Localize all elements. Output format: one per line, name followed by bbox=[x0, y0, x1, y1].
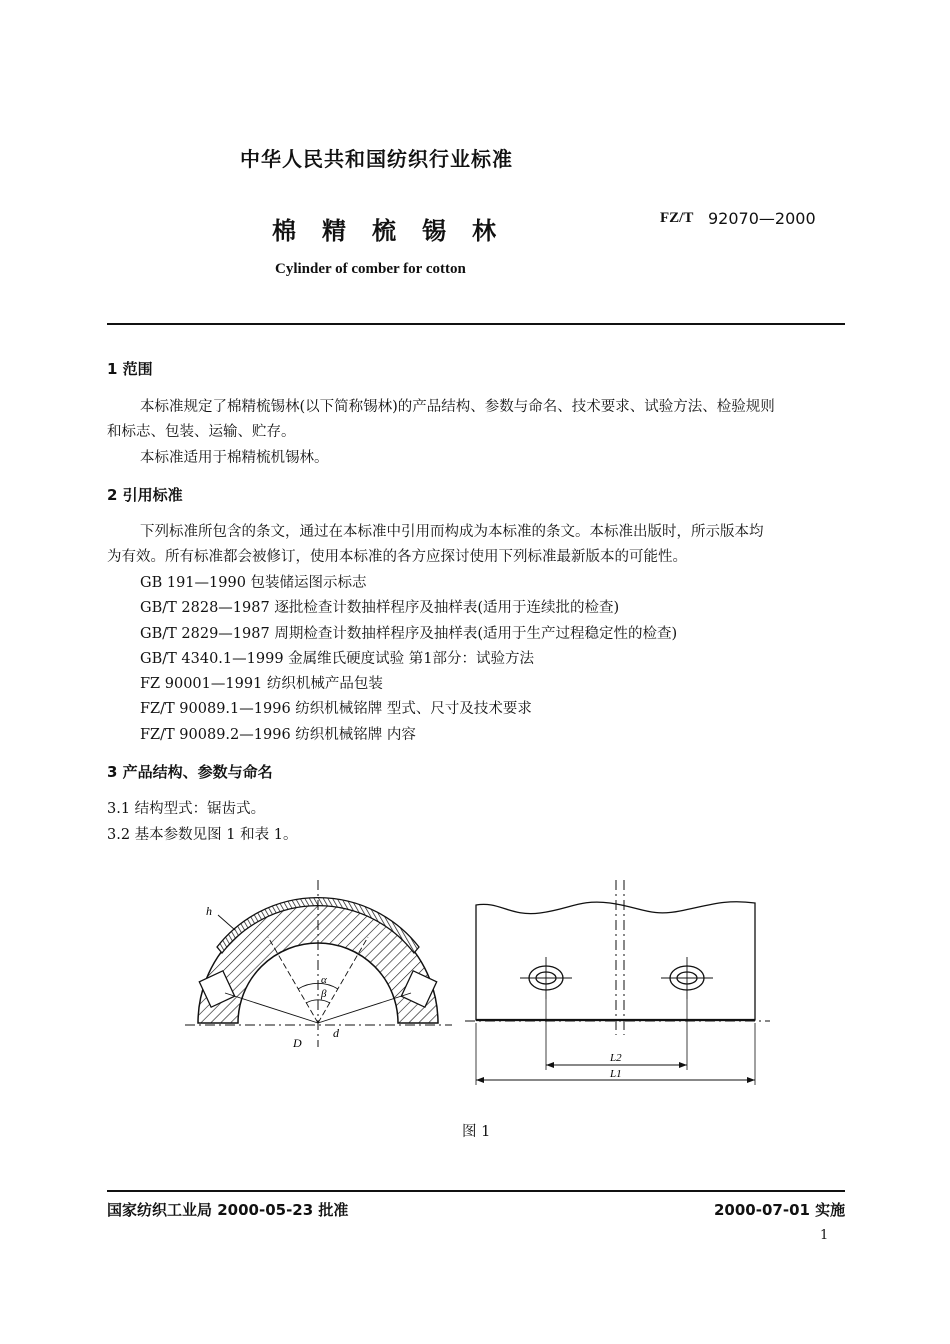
label-alpha: α bbox=[321, 974, 327, 986]
reference-item: FZ 90001—1991 纺织机械产品包装 bbox=[140, 676, 383, 692]
section-2-paragraph-line-1: 下列标准所包含的条文，通过在本标准中引用而构成为本标准的条文。本标准出版时，所示版本均 bbox=[140, 524, 764, 540]
document-title-zh: 棉精梳锡林 bbox=[272, 217, 522, 245]
section-2-heading: 2 引用标准 bbox=[107, 486, 183, 504]
label-D: D bbox=[293, 1036, 302, 1050]
reference-item: GB/T 2828—1987 逐批检查计数抽样程序及抽样表(适用于连续批的检查) bbox=[140, 600, 620, 616]
section-1-paragraph-1-line-1: 本标准规定了棉精梳锡林(以下简称锡林)的产品结构、参数与命名、技术要求、试验方法、检验规则 bbox=[140, 399, 775, 415]
section-1-paragraph-1-line-2: 和标志、包装、运输、贮存。 bbox=[107, 424, 296, 440]
section-2-paragraph-line-2: 为有效。所有标准都会被修订，使用本标准的各方应探讨使用下列标准最新版本的可能性。 bbox=[107, 549, 687, 565]
label-beta: β bbox=[321, 988, 327, 1000]
figure-1-drawing bbox=[180, 875, 780, 1090]
section-1-paragraph-2: 本标准适用于棉精梳机锡林。 bbox=[140, 450, 329, 466]
reference-item: FZ/T 90089.2—1996 纺织机械铭牌 内容 bbox=[140, 727, 416, 743]
approval-statement: 国家纺织工业局 2000-05-23 批准 bbox=[107, 1201, 349, 1219]
standard-code: 92070—2000 bbox=[708, 209, 816, 228]
label-L1: L1 bbox=[610, 1068, 622, 1080]
cylinder-cross-section bbox=[185, 880, 452, 1050]
implementation-date: 2000-07-01 实施 bbox=[714, 1201, 846, 1219]
page-number: 1 bbox=[820, 1228, 829, 1243]
section-3-item-1: 3.1 结构型式：锯齿式。 bbox=[107, 801, 266, 817]
standard-organization: 中华人民共和国纺织行业标准 bbox=[240, 147, 513, 171]
footer-divider bbox=[107, 1190, 845, 1192]
section-3-item-2: 3.2 基本参数见图 1 和表 1。 bbox=[107, 827, 298, 843]
label-L2: L2 bbox=[610, 1052, 622, 1064]
document-title-en: Cylinder of comber for cotton bbox=[275, 261, 466, 277]
standard-code-prefix: FZ/T bbox=[660, 210, 694, 226]
section-1-heading: 1 范围 bbox=[107, 360, 153, 378]
figure-caption: 图 1 bbox=[462, 1124, 491, 1140]
reference-item: GB/T 4340.1—1999 金属维氏硬度试验 第1部分：试验方法 bbox=[140, 651, 534, 667]
cylinder-side-view bbox=[465, 880, 770, 1085]
reference-item: GB 191—1990 包装储运图示标志 bbox=[140, 575, 367, 591]
header-divider bbox=[107, 323, 845, 325]
label-d: d bbox=[333, 1026, 339, 1040]
reference-item: FZ/T 90089.1—1996 纺织机械铭牌 型式、尺寸及技术要求 bbox=[140, 701, 532, 717]
reference-item: GB/T 2829—1987 周期检查计数抽样程序及抽样表(适用于生产过程稳定性的检查) bbox=[140, 626, 678, 642]
section-3-heading: 3 产品结构、参数与命名 bbox=[107, 763, 273, 781]
label-h: h bbox=[206, 904, 212, 918]
